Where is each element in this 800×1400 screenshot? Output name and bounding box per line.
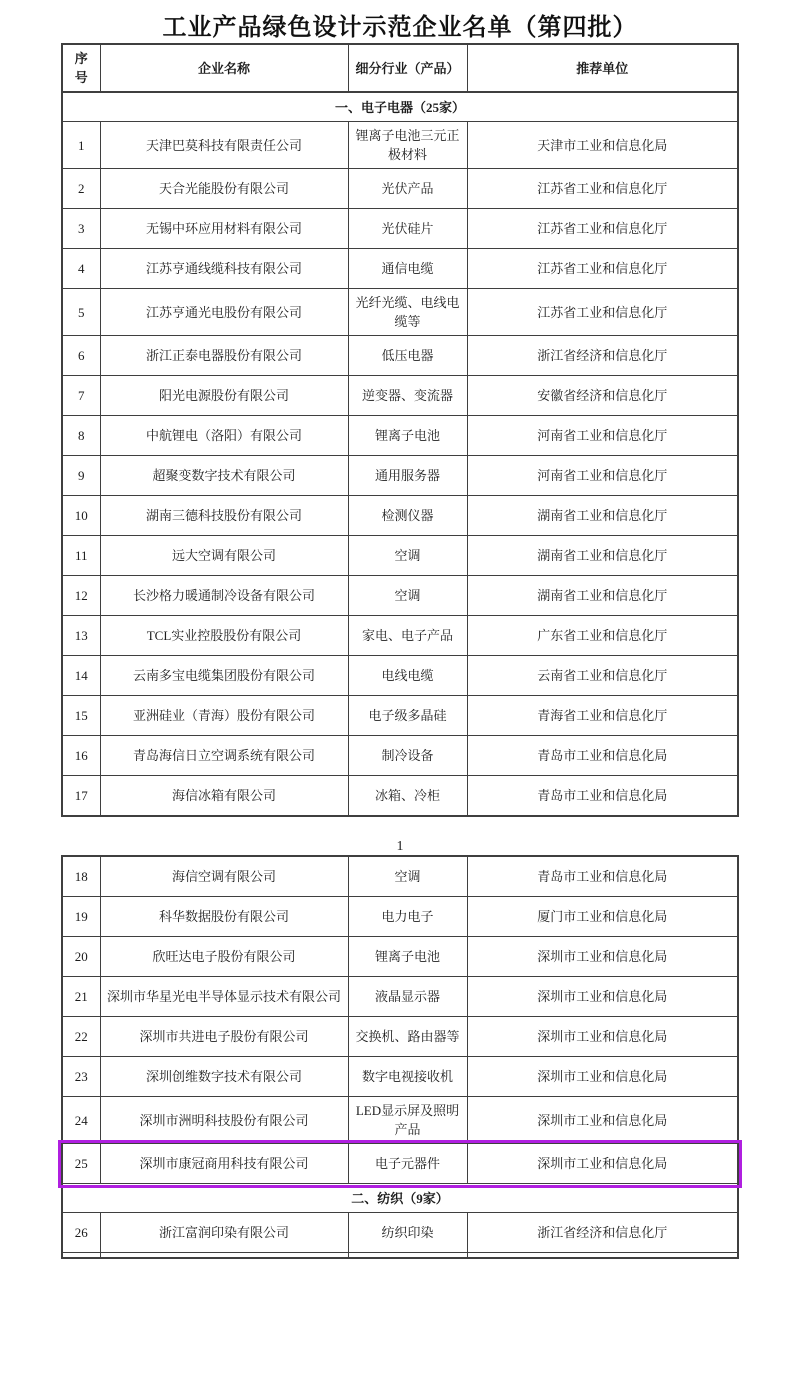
- table-row: [62, 289, 738, 336]
- section-row-textile: [62, 1184, 738, 1213]
- header-company-name: 企业名称: [100, 44, 348, 92]
- recommender-cell: 青岛市工业和信息化局: [467, 776, 738, 817]
- company-name-cell: 深圳市华星光电半导体显示技术有限公司: [100, 977, 348, 1017]
- row-no-cell: 7: [62, 376, 100, 416]
- section-row-electronics: [62, 92, 738, 122]
- product-cell: 检测仪器: [348, 496, 467, 536]
- company-name-cell: 深圳市康冠商用科技有限公司: [100, 1144, 348, 1184]
- company-name-cell: 海信冰箱有限公司: [100, 776, 348, 817]
- product-cell: 光纤光缆、电线电缆等: [348, 289, 467, 336]
- header-serial-number: 序号: [62, 44, 100, 92]
- table-row: [62, 1144, 738, 1184]
- table-row: [62, 897, 738, 937]
- table-row: [62, 456, 738, 496]
- company-name-cell: 天津巴莫科技有限责任公司: [100, 122, 348, 169]
- section-label: 二、纺织（9家）: [62, 1184, 738, 1213]
- row-no-cell: 17: [62, 776, 100, 817]
- row-no-cell: 14: [62, 656, 100, 696]
- recommender-cell: 云南省工业和信息化厅: [467, 656, 738, 696]
- header-recommender: 推荐单位: [467, 44, 738, 92]
- product-cell: 通信电缆: [348, 249, 467, 289]
- section-label: 一、电子电器（25家）: [62, 92, 738, 122]
- recommender-cell: 深圳市工业和信息化局: [467, 1097, 738, 1144]
- table-row: [62, 209, 738, 249]
- page-number: 1: [396, 839, 404, 854]
- row-no-cell: 9: [62, 456, 100, 496]
- enterprise-table-page2: [61, 855, 739, 1259]
- row-no-cell: 6: [62, 336, 100, 376]
- table-row: [62, 122, 738, 169]
- table-row: [62, 856, 738, 897]
- company-name-cell: 海信空调有限公司: [100, 856, 348, 897]
- company-name-cell: 深圳创维数字技术有限公司: [100, 1057, 348, 1097]
- row-no-cell: 2: [62, 169, 100, 209]
- product-cell: 空调: [348, 576, 467, 616]
- recommender-cell: 河南省工业和信息化厅: [467, 456, 738, 496]
- recommender-cell: 深圳市工业和信息化局: [467, 937, 738, 977]
- recommender-cell: 江苏省工业和信息化厅: [467, 249, 738, 289]
- company-name-cell: 亚洲硅业（青海）股份有限公司: [100, 696, 348, 736]
- company-name-cell: 欣旺达电子股份有限公司: [100, 937, 348, 977]
- row-no-cell: 18: [62, 856, 100, 897]
- company-name-cell: 无锡中环应用材料有限公司: [100, 209, 348, 249]
- company-name-cell: 云南多宝电缆集团股份有限公司: [100, 656, 348, 696]
- table-row: [62, 169, 738, 209]
- recommender-cell: [467, 1253, 738, 1259]
- table-row: [62, 249, 738, 289]
- row-no-cell: 24: [62, 1097, 100, 1144]
- table-row: [62, 776, 738, 817]
- row-no-cell: [62, 1253, 100, 1259]
- product-cell: 锂离子电池三元正极材料: [348, 122, 467, 169]
- product-cell: 光伏硅片: [348, 209, 467, 249]
- table-row: [62, 496, 738, 536]
- table-row: [62, 376, 738, 416]
- product-cell: 数字电视接收机: [348, 1057, 467, 1097]
- company-name-cell: 江苏亨通光电股份有限公司: [100, 289, 348, 336]
- product-cell: 电子元器件: [348, 1144, 467, 1184]
- document-title: 工业产品绿色设计示范企业名单（第四批）: [162, 15, 638, 41]
- recommender-cell: 河南省工业和信息化厅: [467, 416, 738, 456]
- row-no-cell: 3: [62, 209, 100, 249]
- recommender-cell: 湖南省工业和信息化厅: [467, 496, 738, 536]
- table-row: [62, 1097, 738, 1144]
- recommender-cell: 江苏省工业和信息化厅: [467, 169, 738, 209]
- recommender-cell: 浙江省经济和信息化厅: [467, 1213, 738, 1253]
- table-row: [62, 1213, 738, 1253]
- row-no-cell: 15: [62, 696, 100, 736]
- product-cell: 电线电缆: [348, 656, 467, 696]
- recommender-cell: 深圳市工业和信息化局: [467, 1144, 738, 1184]
- table-row: [62, 576, 738, 616]
- recommender-cell: 青岛市工业和信息化局: [467, 856, 738, 897]
- product-cell: [348, 1253, 467, 1259]
- row-no-cell: 8: [62, 416, 100, 456]
- company-name-cell: 江苏亨通线缆科技有限公司: [100, 249, 348, 289]
- product-cell: 通用服务器: [348, 456, 467, 496]
- table-row: [62, 736, 738, 776]
- table-row: [62, 336, 738, 376]
- product-cell: 纺织印染: [348, 1213, 467, 1253]
- product-cell: 液晶显示器: [348, 977, 467, 1017]
- company-name-cell: 天合光能股份有限公司: [100, 169, 348, 209]
- product-cell: 冰箱、冷柜: [348, 776, 467, 817]
- row-no-cell: 1: [62, 122, 100, 169]
- table-row: [62, 656, 738, 696]
- table-row: [62, 1017, 738, 1057]
- product-cell: 空调: [348, 536, 467, 576]
- recommender-cell: 安徽省经济和信息化厅: [467, 376, 738, 416]
- row-no-cell: 10: [62, 496, 100, 536]
- product-cell: 家电、电子产品: [348, 616, 467, 656]
- row-no-cell: 20: [62, 937, 100, 977]
- company-name-cell: 远大空调有限公司: [100, 536, 348, 576]
- table-row: [62, 1057, 738, 1097]
- row-no-cell: 4: [62, 249, 100, 289]
- recommender-cell: 江苏省工业和信息化厅: [467, 289, 738, 336]
- table-header-row: [62, 44, 738, 92]
- row-no-cell: 11: [62, 536, 100, 576]
- row-no-cell: 19: [62, 897, 100, 937]
- company-name-cell: 青岛海信日立空调系统有限公司: [100, 736, 348, 776]
- recommender-cell: 湖南省工业和信息化厅: [467, 576, 738, 616]
- recommender-cell: 青岛市工业和信息化局: [467, 736, 738, 776]
- recommender-cell: 天津市工业和信息化局: [467, 122, 738, 169]
- product-cell: 锂离子电池: [348, 937, 467, 977]
- row-no-cell: 5: [62, 289, 100, 336]
- product-cell: 交换机、路由器等: [348, 1017, 467, 1057]
- product-cell: 制冷设备: [348, 736, 467, 776]
- product-cell: 空调: [348, 856, 467, 897]
- row-no-cell: 23: [62, 1057, 100, 1097]
- table-row: [62, 416, 738, 456]
- product-cell: 电子级多晶硅: [348, 696, 467, 736]
- recommender-cell: 湖南省工业和信息化厅: [467, 536, 738, 576]
- company-name-cell: 深圳市洲明科技股份有限公司: [100, 1097, 348, 1144]
- company-name-cell: [100, 1253, 348, 1259]
- company-name-cell: 中航锂电（洛阳）有限公司: [100, 416, 348, 456]
- row-no-cell: 16: [62, 736, 100, 776]
- product-cell: 光伏产品: [348, 169, 467, 209]
- recommender-cell: 深圳市工业和信息化局: [467, 1017, 738, 1057]
- table-row: [62, 616, 738, 656]
- company-name-cell: 浙江富润印染有限公司: [100, 1213, 348, 1253]
- table-row-partial: [62, 1253, 738, 1259]
- recommender-cell: 深圳市工业和信息化局: [467, 977, 738, 1017]
- product-cell: 锂离子电池: [348, 416, 467, 456]
- company-name-cell: 长沙格力暖通制冷设备有限公司: [100, 576, 348, 616]
- company-name-cell: 深圳市共进电子股份有限公司: [100, 1017, 348, 1057]
- row-no-cell: 21: [62, 977, 100, 1017]
- table-row: [62, 977, 738, 1017]
- product-cell: 电力电子: [348, 897, 467, 937]
- header-sub-industry: 细分行业（产品）: [348, 44, 467, 92]
- row-no-cell: 25: [62, 1144, 100, 1184]
- row-no-cell: 22: [62, 1017, 100, 1057]
- recommender-cell: 深圳市工业和信息化局: [467, 1057, 738, 1097]
- company-name-cell: 阳光电源股份有限公司: [100, 376, 348, 416]
- company-name-cell: 浙江正泰电器股份有限公司: [100, 336, 348, 376]
- company-name-cell: 湖南三德科技股份有限公司: [100, 496, 348, 536]
- row-no-cell: 26: [62, 1213, 100, 1253]
- product-cell: LED显示屏及照明产品: [348, 1097, 467, 1144]
- recommender-cell: 厦门市工业和信息化局: [467, 897, 738, 937]
- recommender-cell: 浙江省经济和信息化厅: [467, 336, 738, 376]
- recommender-cell: 青海省工业和信息化厅: [467, 696, 738, 736]
- company-name-cell: 超聚变数字技术有限公司: [100, 456, 348, 496]
- table-row: [62, 696, 738, 736]
- enterprise-table-page1: [61, 43, 739, 817]
- recommender-cell: 江苏省工业和信息化厅: [467, 209, 738, 249]
- table-row: [62, 937, 738, 977]
- product-cell: 逆变器、变流器: [348, 376, 467, 416]
- row-no-cell: 12: [62, 576, 100, 616]
- company-name-cell: TCL实业控股股份有限公司: [100, 616, 348, 656]
- product-cell: 低压电器: [348, 336, 467, 376]
- company-name-cell: 科华数据股份有限公司: [100, 897, 348, 937]
- row-no-cell: 13: [62, 616, 100, 656]
- table-row: [62, 536, 738, 576]
- recommender-cell: 广东省工业和信息化厅: [467, 616, 738, 656]
